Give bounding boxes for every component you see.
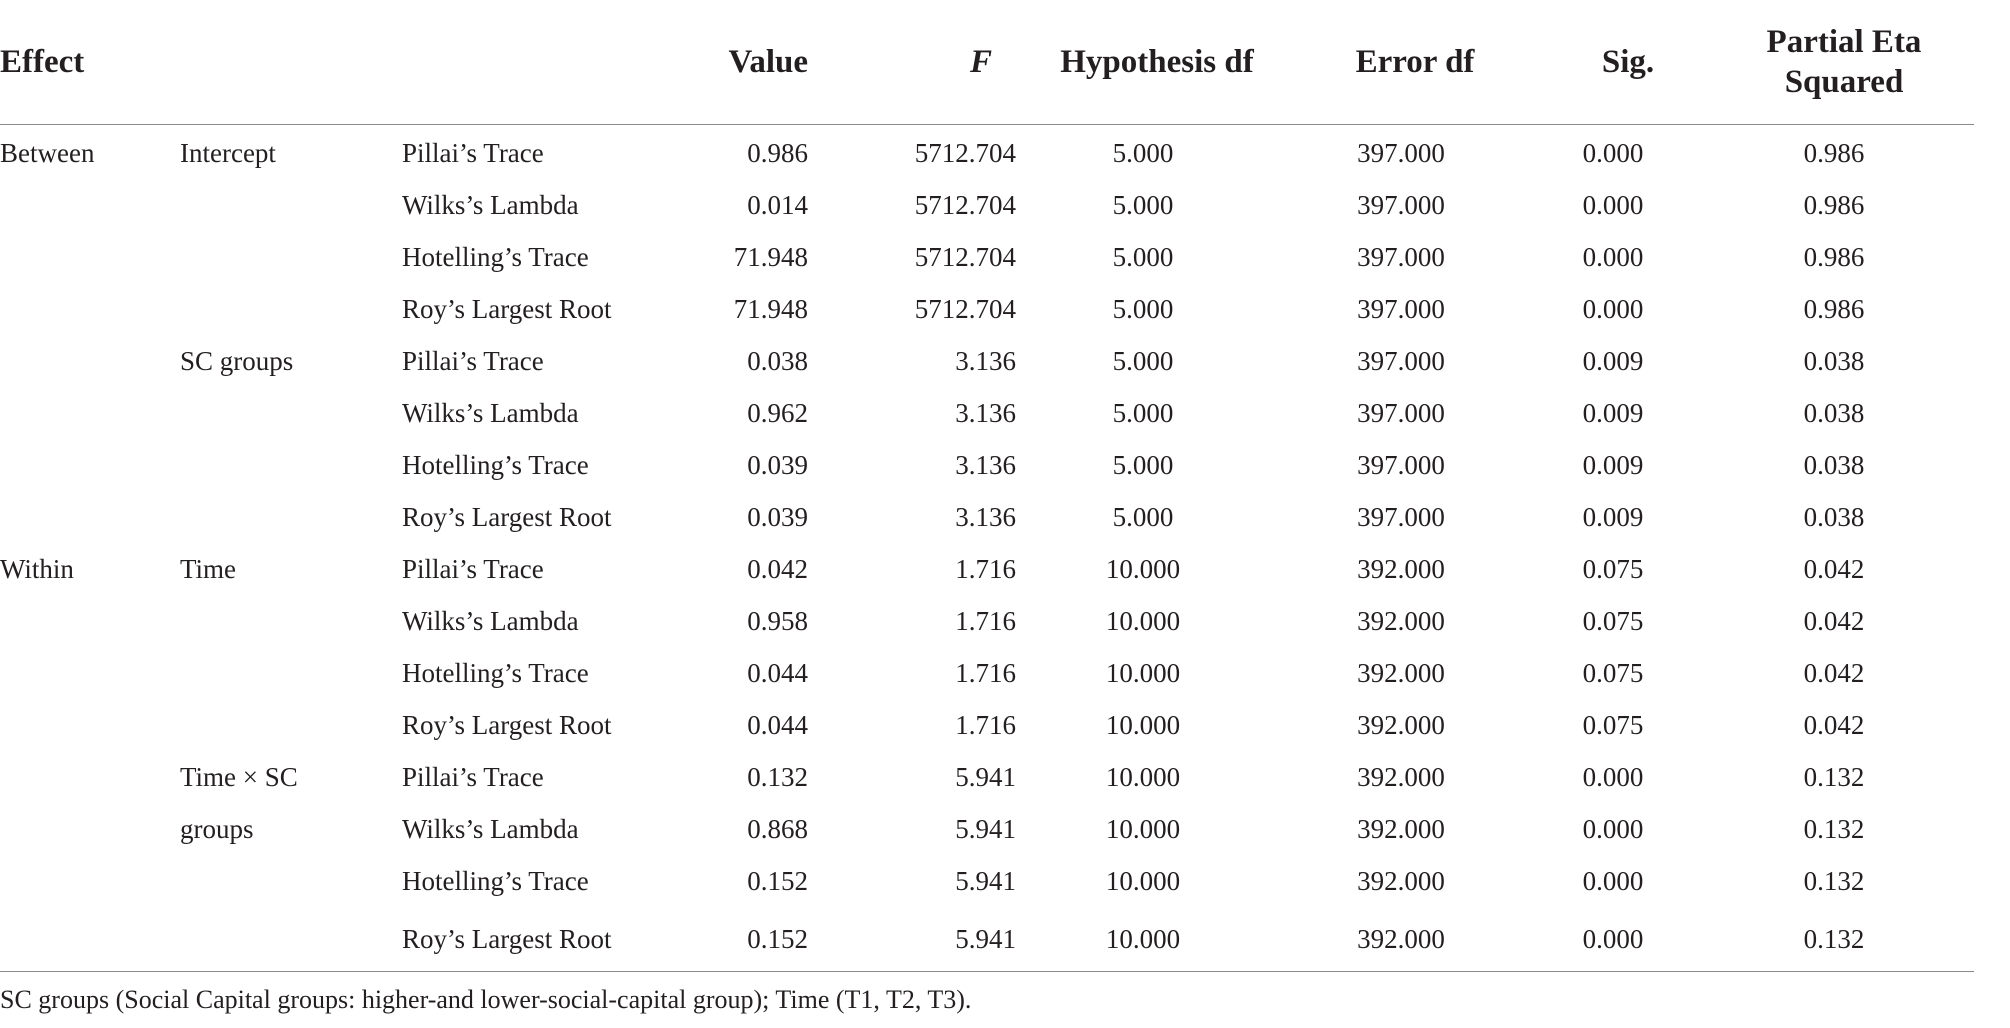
cell-partial-eta-squared: 0.042 <box>1803 709 1865 740</box>
cell-partial-eta-squared: 0.038 <box>1803 501 1865 532</box>
cell-effect <box>180 387 402 439</box>
cell-value: 0.958 <box>747 605 808 636</box>
cell-sig: 0.000 <box>1582 865 1644 896</box>
cell-test: Roy’s Largest Root <box>402 293 612 324</box>
cell-hypothesis-df: 10.000 <box>1105 605 1181 636</box>
cell-error-df: 392.000 <box>1357 761 1445 792</box>
cell-effect: groups <box>180 813 254 844</box>
table-header <box>0 0 1974 125</box>
cell-effect <box>180 283 402 335</box>
table-row <box>0 491 1974 543</box>
table-row <box>0 387 1974 439</box>
cell-f: 5.941 <box>808 907 1026 972</box>
cell-value: 0.044 <box>747 657 808 688</box>
table-body <box>0 125 1974 972</box>
cell-group: Within <box>0 553 74 584</box>
cell-group <box>0 283 180 335</box>
table-row <box>0 699 1974 751</box>
cell-group <box>0 751 180 803</box>
cell-test: Hotelling’s Trace <box>402 241 589 272</box>
cell-group <box>0 231 180 283</box>
table-row <box>0 647 1974 699</box>
cell-effect <box>180 231 402 283</box>
table-row <box>0 283 1974 335</box>
table-row <box>0 439 1974 491</box>
table-row <box>0 595 1974 647</box>
cell-effect: Intercept <box>180 137 276 168</box>
cell-f: 5.941 <box>955 865 1016 896</box>
cell-hypothesis-df: 5.000 <box>1112 449 1174 480</box>
cell-group <box>0 595 180 647</box>
cell-test: Hotelling’s Trace <box>402 657 589 688</box>
table-row <box>0 751 1974 803</box>
cell-sig: 0.075 <box>1582 709 1644 740</box>
cell-sig: 0.075 <box>1582 657 1644 688</box>
header-value: Value <box>668 0 808 125</box>
cell-f: 1.716 <box>955 553 1016 584</box>
cell-test: Roy’s Largest Root <box>402 501 612 532</box>
cell-error-df: 397.000 <box>1357 501 1445 532</box>
cell-effect <box>180 647 402 699</box>
cell-test: Hotelling’s Trace <box>402 865 589 896</box>
cell-hypothesis-df: 10.000 <box>1105 657 1181 688</box>
cell-group <box>0 335 180 387</box>
cell-error-df: 392.000 <box>1357 605 1445 636</box>
cell-test: Wilks’s Lambda <box>402 397 579 428</box>
header-effect: Effect <box>0 0 668 125</box>
cell-hypothesis-df: 5.000 <box>1112 293 1174 324</box>
cell-partial-eta-squared: 0.132 <box>1803 813 1865 844</box>
cell-test: Pillai’s Trace <box>402 761 544 792</box>
header-partial-eta-line1: Partial Eta <box>1766 24 1922 60</box>
cell-value: 71.948 <box>733 293 808 324</box>
cell-f: 1.716 <box>955 709 1016 740</box>
cell-f: 5712.704 <box>914 137 1016 168</box>
table-row <box>0 125 1974 180</box>
cell-value: 0.152 <box>747 865 808 896</box>
cell-partial-eta-squared: 0.986 <box>1803 137 1865 168</box>
cell-group <box>0 699 180 751</box>
cell-value: 0.014 <box>747 189 808 220</box>
cell-error-df: 397.000 <box>1357 397 1445 428</box>
cell-value: 0.039 <box>747 449 808 480</box>
cell-f: 5712.704 <box>914 293 1016 324</box>
cell-group <box>0 387 180 439</box>
cell-effect: Time × SC <box>180 761 298 792</box>
cell-sig: 0.000 <box>1542 907 1714 972</box>
cell-error-df: 397.000 <box>1357 345 1445 376</box>
cell-effect: SC groups <box>180 345 294 376</box>
cell-test: Wilks’s Lambda <box>402 605 579 636</box>
cell-sig: 0.000 <box>1582 813 1644 844</box>
cell-sig: 0.009 <box>1582 397 1644 428</box>
cell-value: 0.132 <box>747 761 808 792</box>
cell-partial-eta-squared: 0.132 <box>1803 865 1865 896</box>
cell-hypothesis-df: 10.000 <box>1105 553 1181 584</box>
cell-error-df: 392.000 <box>1357 553 1445 584</box>
cell-test: Pillai’s Trace <box>402 137 544 168</box>
cell-group: Between <box>0 137 95 168</box>
cell-effect <box>180 595 402 647</box>
cell-sig: 0.009 <box>1582 501 1644 532</box>
cell-error-df: 392.000 <box>1357 709 1445 740</box>
cell-value: 0.038 <box>747 345 808 376</box>
cell-sig: 0.000 <box>1582 137 1644 168</box>
cell-hypothesis-df: 5.000 <box>1112 501 1174 532</box>
cell-error-df: 397.000 <box>1357 449 1445 480</box>
table-row <box>0 335 1974 387</box>
cell-sig: 0.000 <box>1582 293 1644 324</box>
cell-value: 0.986 <box>747 137 808 168</box>
cell-f: 5712.704 <box>914 241 1016 272</box>
cell-partial-eta-squared: 0.986 <box>1803 241 1865 272</box>
cell-hypothesis-df: 10.000 <box>1105 865 1181 896</box>
cell-f: 3.136 <box>955 397 1016 428</box>
cell-error-df: 392.000 <box>1357 865 1445 896</box>
cell-effect <box>180 855 402 907</box>
header-sig: Sig. <box>1542 0 1714 125</box>
cell-partial-eta-squared: 0.038 <box>1803 397 1865 428</box>
cell-value: 0.152 <box>668 907 808 972</box>
cell-group <box>0 647 180 699</box>
cell-effect <box>180 907 402 972</box>
cell-test: Roy’s Largest Root <box>402 709 612 740</box>
header-f: F <box>808 0 1026 125</box>
table-row <box>0 855 1974 907</box>
cell-f: 5712.704 <box>914 189 1016 220</box>
table-row <box>0 803 1974 855</box>
cell-hypothesis-df: 5.000 <box>1112 241 1174 272</box>
cell-hypothesis-df: 10.000 <box>1105 813 1181 844</box>
cell-hypothesis-df: 5.000 <box>1112 137 1174 168</box>
cell-sig: 0.000 <box>1582 241 1644 272</box>
cell-error-df: 397.000 <box>1357 189 1445 220</box>
cell-error-df: 392.000 <box>1357 813 1445 844</box>
header-error-df: Error df <box>1288 0 1542 125</box>
cell-error-df: 392.000 <box>1357 657 1445 688</box>
cell-effect <box>180 699 402 751</box>
cell-value: 0.039 <box>747 501 808 532</box>
cell-value: 71.948 <box>733 241 808 272</box>
cell-value: 0.868 <box>747 813 808 844</box>
cell-effect <box>180 491 402 543</box>
cell-value: 0.962 <box>747 397 808 428</box>
cell-value: 0.042 <box>747 553 808 584</box>
cell-partial-eta-squared: 0.986 <box>1803 293 1865 324</box>
cell-hypothesis-df: 5.000 <box>1112 189 1174 220</box>
header-hypothesis-df: Hypothesis df <box>1026 0 1288 125</box>
cell-value: 0.044 <box>747 709 808 740</box>
cell-partial-eta-squared: 0.986 <box>1803 189 1865 220</box>
cell-hypothesis-df: 5.000 <box>1112 397 1174 428</box>
header-partial-eta-line2: Squared <box>1784 64 1904 100</box>
cell-f: 1.716 <box>955 605 1016 636</box>
cell-partial-eta-squared: 0.132 <box>1803 761 1865 792</box>
cell-partial-eta-squared: 0.042 <box>1803 657 1865 688</box>
cell-f: 3.136 <box>955 345 1016 376</box>
cell-effect: Time <box>180 553 237 584</box>
cell-sig: 0.000 <box>1582 189 1644 220</box>
cell-f: 5.941 <box>955 761 1016 792</box>
table-footnote: SC groups (Social Capital groups: higher-and lower-social-capital group); Time (T1, T2, T3). <box>0 985 972 1014</box>
cell-test: Pillai’s Trace <box>402 553 544 584</box>
cell-effect <box>180 439 402 491</box>
cell-test: Wilks’s Lambda <box>402 813 579 844</box>
cell-partial-eta-squared: 0.042 <box>1803 553 1865 584</box>
table-row <box>0 907 1974 972</box>
cell-group <box>0 491 180 543</box>
cell-group <box>0 855 180 907</box>
table-row <box>0 179 1974 231</box>
cell-partial-eta-squared: 0.038 <box>1803 449 1865 480</box>
cell-sig: 0.000 <box>1582 761 1644 792</box>
cell-error-df: 397.000 <box>1357 241 1445 272</box>
table-row <box>0 231 1974 283</box>
cell-group <box>0 439 180 491</box>
cell-error-df: 392.000 <box>1288 907 1542 972</box>
table-row <box>0 543 1974 595</box>
cell-test: Roy’s Largest Root <box>402 907 668 972</box>
cell-group <box>0 803 180 855</box>
cell-f: 3.136 <box>955 501 1016 532</box>
cell-partial-eta-squared: 0.042 <box>1803 605 1865 636</box>
header-row <box>0 0 1974 125</box>
cell-sig: 0.009 <box>1582 449 1644 480</box>
cell-hypothesis-df: 5.000 <box>1112 345 1174 376</box>
cell-hypothesis-df: 10.000 <box>1105 709 1181 740</box>
cell-test: Hotelling’s Trace <box>402 449 589 480</box>
cell-test: Wilks’s Lambda <box>402 189 579 220</box>
cell-group <box>0 179 180 231</box>
cell-f: 3.136 <box>955 449 1016 480</box>
header-partial-eta-squared <box>1714 0 1974 125</box>
cell-sig: 0.075 <box>1582 553 1644 584</box>
cell-group <box>0 907 180 972</box>
cell-effect <box>180 179 402 231</box>
cell-f: 1.716 <box>955 657 1016 688</box>
cell-partial-eta-squared: 0.038 <box>1803 345 1865 376</box>
cell-hypothesis-df: 10.000 <box>1026 907 1288 972</box>
cell-sig: 0.009 <box>1582 345 1644 376</box>
cell-f: 5.941 <box>955 813 1016 844</box>
cell-hypothesis-df: 10.000 <box>1105 761 1181 792</box>
cell-test: Pillai’s Trace <box>402 345 544 376</box>
cell-sig: 0.075 <box>1582 605 1644 636</box>
cell-error-df: 397.000 <box>1357 293 1445 324</box>
cell-partial-eta-squared: 0.132 <box>1714 907 1974 972</box>
cell-error-df: 397.000 <box>1357 137 1445 168</box>
